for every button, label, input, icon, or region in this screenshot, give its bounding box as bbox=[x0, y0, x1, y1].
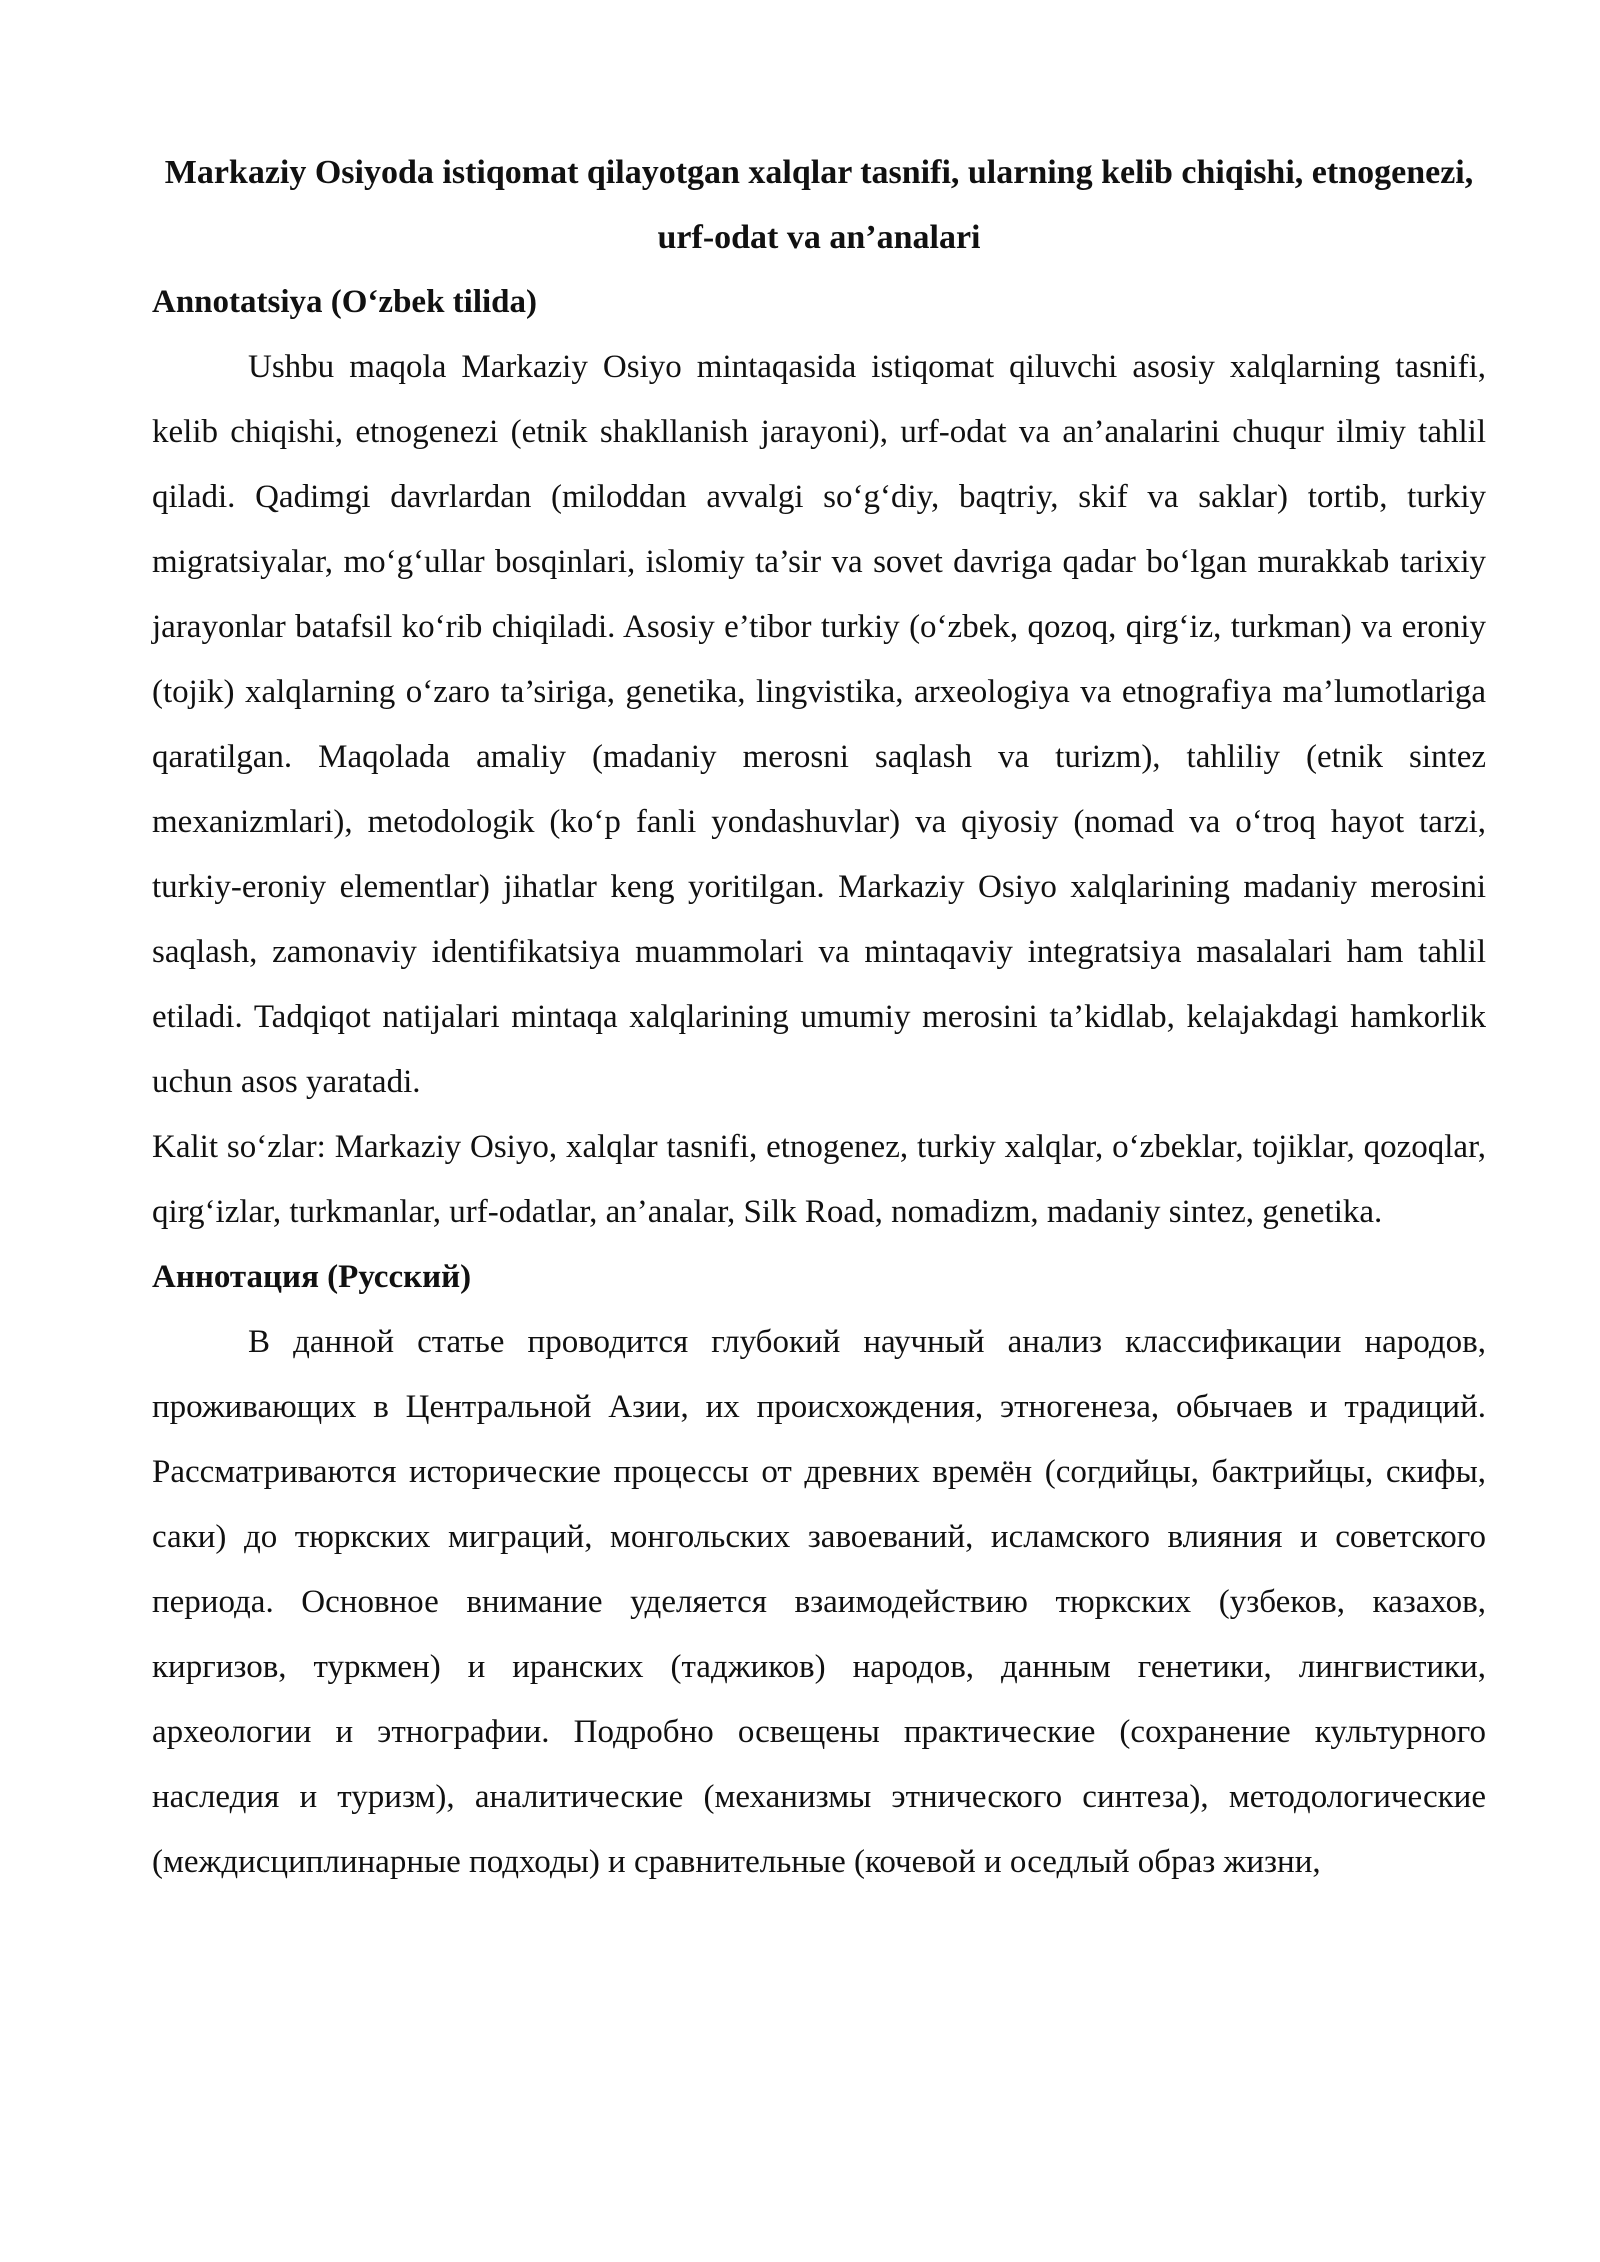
abstract-paragraph-uzbek: Ushbu maqola Markaziy Osiyo mintaqasida istiqomat qiluvchi asosiy xalqlarning tasnifi, kelib chiqishi, etnogenezi (etnik shakllanish jarayoni), urf-odat va an’analarini chuqur ilmiy tahlil qiladi. Qadimgi davrlardan (miloddan avvalgi so‘g‘diy, baqtriy, skif va saklar) tortib, turkiy migratsiyalar, mo‘g‘ullar bosqinlari, islomiy ta’sir va sovet davriga qadar bo‘lgan murakkab tarixiy jarayonlar batafsil ko‘rib chiqiladi. Asosiy e’tibor turkiy (o‘zbek, qozoq, qirg‘iz, turkman) va eroniy (tojik) xalqlarning o‘zaro ta’siriga, genetika, lingvistika, arxeologiya va etnografiya ma’lumotlariga qaratilgan. Maqolada amaliy (madaniy merosni saqlash va turizm), tahliliy (etnik sintez mexanizmlari), metodologik (ko‘p fanli yondashuvlar) va qiyosiy (nomad va o‘troq hayot tarzi, turkiy-eroniy elementlar) jihatlar keng yoritilgan. Markaziy Osiyo xalqlarining madaniy merosini saqlash, zamonaviy identifikatsiya muammolari va mintaqaviy integratsiya masalalari ham tahlil etiladi. Tadqiqot natijalari mintaqa xalqlarining umumiy merosini ta’kidlab, kelajakdagi hamkorlik uchun asos yaratadi. bbox=[152, 349, 1486, 1100]
keywords-uzbek: Kalit so‘zlar: Markaziy Osiyo, xalqlar tasnifi, etnogenez, turkiy xalqlar, o‘zbeklar, tojiklar, qozoqlar, qirg‘izlar, turkmanlar, urf-odatlar, an’analar, Silk Road, nomadizm, madaniy sintez, genetika. bbox=[152, 1129, 1486, 1230]
document-page bbox=[152, 140, 1486, 1895]
abstract-paragraph-russian: В данной статье проводится глубокий научный анализ классификации народов, проживающих в Центральной Азии, их происхождения, этногенеза, обычаев и традиций. Рассматриваются исторические процессы от древних времён (согдийцы, бактрийцы, скифы, саки) до тюркских миграций, монгольских завоеваний, исламского влияния и советского периода. Основное внимание уделяется взаимодействию тюркских (узбеков, казахов, киргизов, туркмен) и иранских (таджиков) народов, данным генетики, лингвистики, археологии и этнографии. Подробно освещены практические (сохранение культурного наследия и туризм), аналитические (механизмы этнического синтеза), методологические (междисциплинарные подходы) и сравнительные (кочевой и оседлый образ жизни, bbox=[152, 1324, 1486, 1880]
document-title: Markaziy Osiyoda istiqomat qilayotgan xalqlar tasnifi, ularning kelib chiqishi, etnogenezi, urf-odat va an’analari bbox=[164, 154, 1474, 256]
section-heading-uzbek: Annotatsiya (O‘zbek tilida) bbox=[152, 284, 538, 320]
section-heading-russian: Аннотация (Русский) bbox=[152, 1259, 472, 1295]
